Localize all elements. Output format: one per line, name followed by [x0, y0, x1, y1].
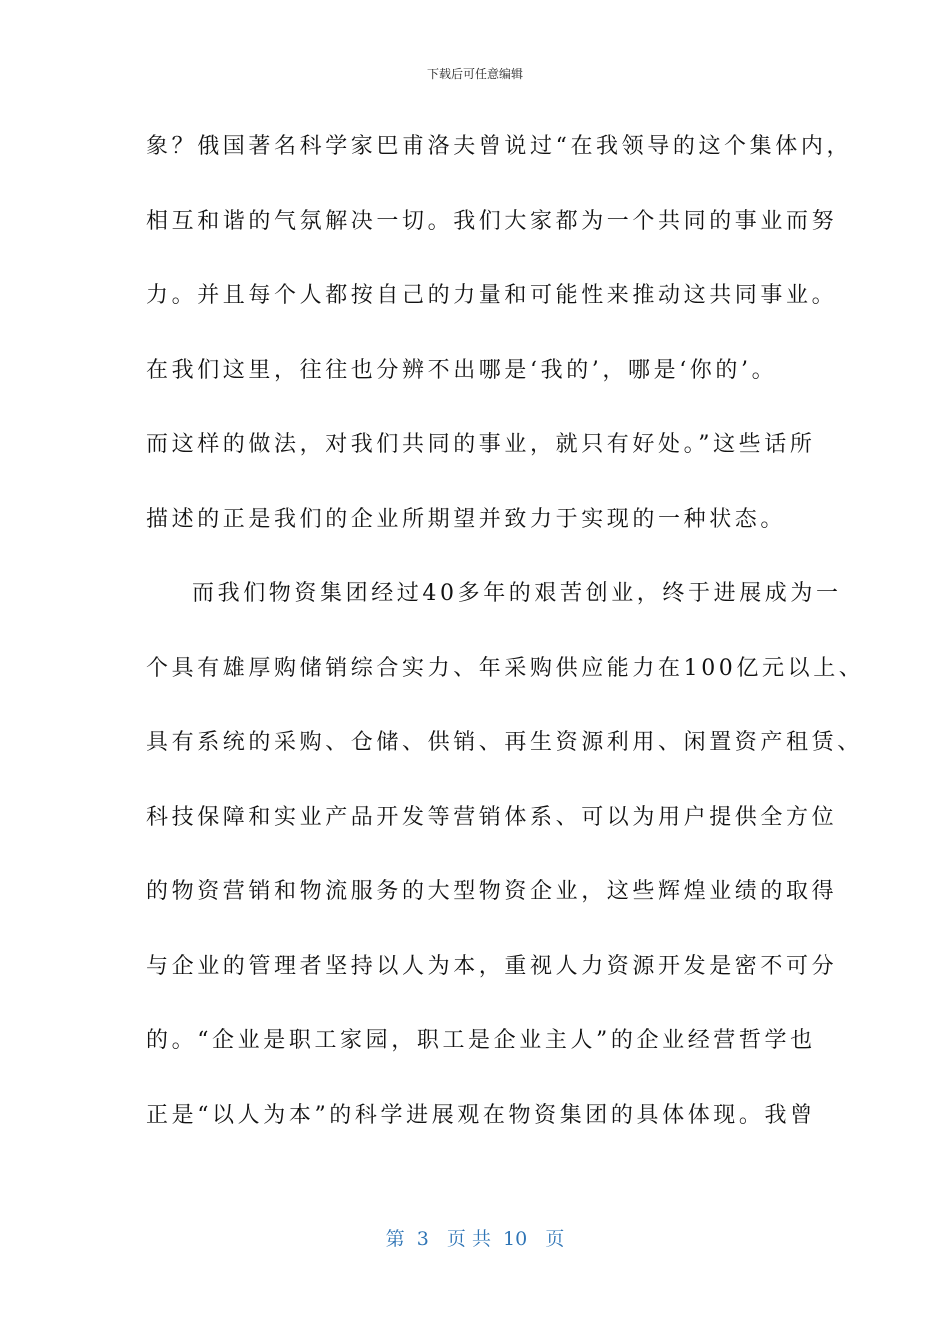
- body-text: [146, 124, 865, 1167]
- text-line: 在我们这里，往往也分辨不出哪是‘我的’，哪是‘你的’。: [146, 357, 778, 383]
- text-line: 描述的正是我们的企业所期望并致力于实现的一种状态。: [146, 506, 787, 532]
- text-line: 具有系统的采购、仓储、供销、再生资源利用、闲置资产租赁、: [146, 730, 863, 755]
- text-line: 的物资营销和物流服务的大型物资企业，这些辉煌业绩的取得: [146, 879, 838, 904]
- text-line: 相互和谐的气氛解决一切。我们大家都为一个共同的事业而努: [146, 208, 838, 234]
- text-line: 正是“以人为本”的科学进展观在物资集团的具体体现。我曾: [146, 1102, 816, 1128]
- text-line: 科技保障和实业产品开发等营销体系、可以为用户提供全方位: [146, 804, 838, 830]
- text-line: 而这样的做法，对我们共同的事业，就只有好处。”这些话所: [146, 432, 816, 457]
- text-line: 的。“企业是职工家园，职工是企业主人”的企业经营哲学也: [146, 1028, 816, 1053]
- text-line: 象？俄国著名科学家巴甫洛夫曾说过“在我领导的这个集体内，: [146, 134, 853, 159]
- text-line: 与企业的管理者坚持以人为本，重视人力资源开发是密不可分: [146, 953, 838, 979]
- page-header: 下载后可任意编辑: [426, 67, 523, 81]
- text-line-paragraph-start: 而我们物资集团经过40多年的艰苦创业，终于进展成为一: [192, 581, 842, 606]
- page-number-footer: 第 3 页 共 10 页: [385, 1228, 565, 1250]
- text-line: 力。并且每个人都按自己的力量和可能性来推动这共同事业。: [146, 283, 838, 308]
- text-line: 个具有雄厚购储销综合实力、年采购供应能力在100亿元以上、: [146, 655, 865, 681]
